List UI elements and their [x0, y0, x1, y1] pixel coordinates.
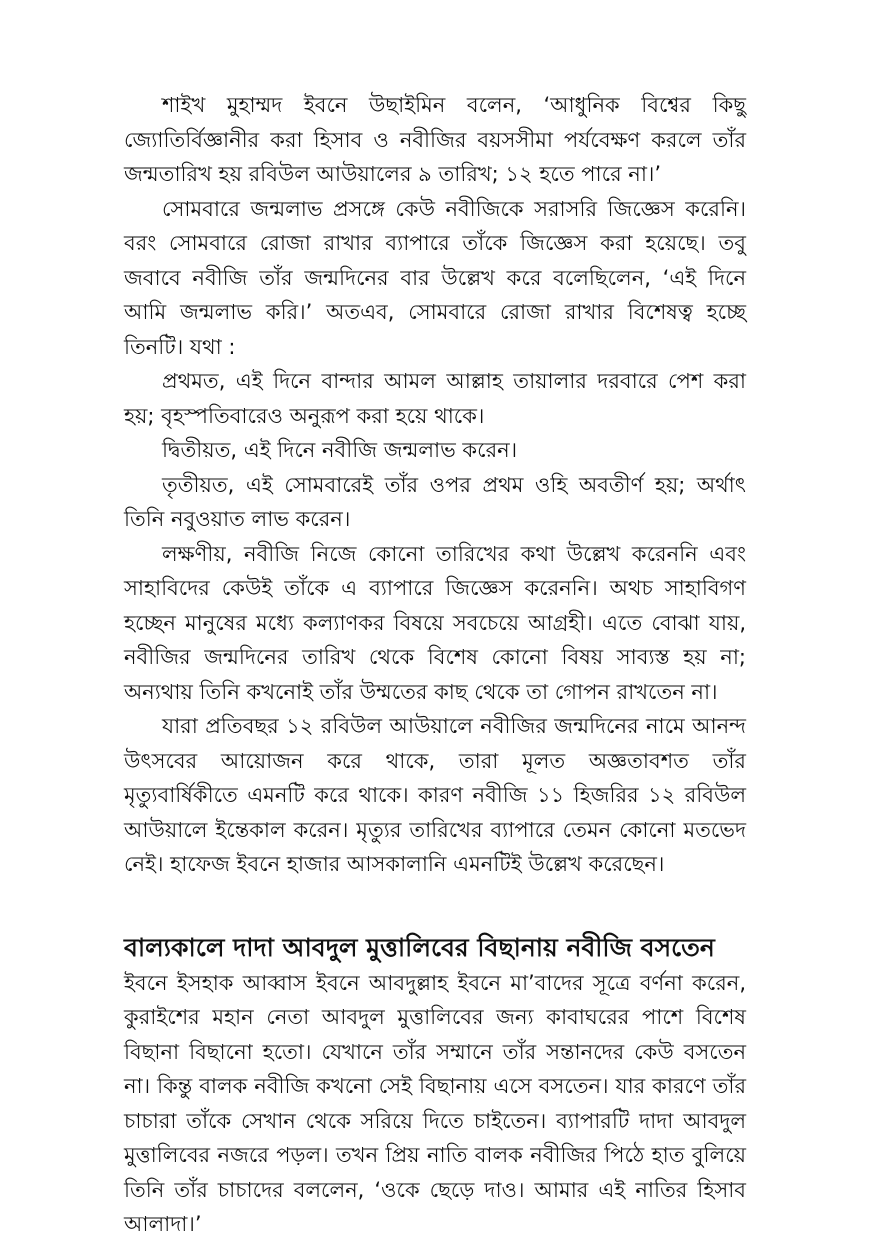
book-page	[124, 88, 746, 1242]
paragraph-childhood-bed: ইবনে ইসহাক আব্বাস ইবনে আবদুল্লাহ ইবনে মা’বাদের সূত্রে বর্ণনা করেন, কুরাইশের মহান নেতা আবদুল মুত্তালিবের জন্য কাবাঘরের পাশে বিশেষ বিছানা বিছানো হতো। যেখানে তাঁর সম্মানে তাঁর সন্তানদের কেউ বসতেন না। কিন্তু বালক নবীজি কখনো সেই বিছানায় এসে বসতেন। যার কারণে তাঁর চাচারা তাঁকে সেখান থেকে সরিয়ে দিতে চাইতেন। ব্যাপারটি দাদা আবদুল মুত্তালিবের নজরে পড়ল। তখন প্রিয় নাতি বালক নবীজির পিঠে হাত বুলিয়ে তিনি তাঁর চাচাদের বললেন, ‘ওকে ছেড়ে দাও। আমার এই নাতির হিসাব আলাদা।’	[124, 970, 746, 1236]
section-heading: বাল্যকালে দাদা আবদুল মুত্তালিবের বিছানায় নবীজি বসতেন	[124, 932, 715, 962]
paragraph-first-reason: প্রথমত, এই দিনে বান্দার আমল আল্লাহ তায়ালার দরবারে পেশ করা হয়; বৃহস্পতিবারেও অনুরূপ করা হয়ে থাকে।	[124, 369, 746, 428]
paragraph-monday-birth: সোমবারে জন্মলাভ প্রসঙ্গে কেউ নবীজিকে সরাসরি জিজ্ঞেস করেনি। বরং সোমবারে রোজা রাখার ব্যাপারে তাঁকে জিজ্ঞেস করা হয়েছে। তবু জবাবে নবীজি তাঁর জন্মদিনের বার উল্লেখ করে বলেছিলেন, ‘এই দিনে আমি জন্মলাভ করি।’ অতএব, সোমবারে রোজা রাখার বিশেষত্ব হচ্ছে তিনটি। যথা :	[124, 196, 746, 359]
paragraph-second-reason: দ্বিতীয়ত, এই দিনে নবীজি জন্মলাভ করেন।	[162, 438, 518, 462]
paragraph-notable: লক্ষণীয়, নবীজি নিজে কোনো তারিখের কথা উল্লেখ করেননি এবং সাহাবিদের কেউই তাঁকে এ ব্যাপারে জিজ্ঞেস করেননি। অথচ সাহাবিগণ হচ্ছেন মানুষের মধ্যে কল্যাণকর বিষয়ে সবচেয়ে আগ্রহী। এতে বোঝা যায়, নবীজির জন্মদিনের তারিখ থেকে বিশেষ কোনো বিষয় সাব্যস্ত হয় না; অন্যথায় তিনি কখনোই তাঁর উম্মতের কাছ থেকে তা গোপন রাখতেন না।	[124, 541, 746, 704]
paragraph-uthaymin-quote: শাইখ মুহাম্মদ ইবনে উছাইমিন বলেন, ‘আধুনিক বিশ্বের কিছু জ্যোতির্বিজ্ঞানীর করা হিসাব ও নবীজির বয়সসীমা পর্যবেক্ষণ করলে তাঁর জন্মতারিখ হয় রবিউল আউয়ালের ৯ তারিখ; ১২ হতে পারে না।’	[124, 93, 746, 186]
paragraph-third-reason: তৃতীয়ত, এই সোমবারেই তাঁর ওপর প্রথম ওহি অবতীর্ণ হয়; অর্থাৎ তিনি নবুওয়াত লাভ করেন।	[124, 472, 746, 531]
paragraph-celebration: যারা প্রতিবছর ১২ রবিউল আউয়ালে নবীজির জন্মদিনের নামে আনন্দ উৎসবের আয়োজন করে থাকে, তারা মূলত অজ্ঞতাবশত তাঁর মৃত্যুবার্ষিকীতে এমনটি করে থাকে। কারণ নবীজি ১১ হিজরির ১২ রবিউল আউয়ালে ইন্তেকাল করেন। মৃত্যুর তারিখের ব্যাপারে তেমন কোনো মতভেদ নেই। হাফেজ ইবনে হাজার আসকালানি এমনটিই উল্লেখ করেছেন।	[124, 714, 746, 876]
